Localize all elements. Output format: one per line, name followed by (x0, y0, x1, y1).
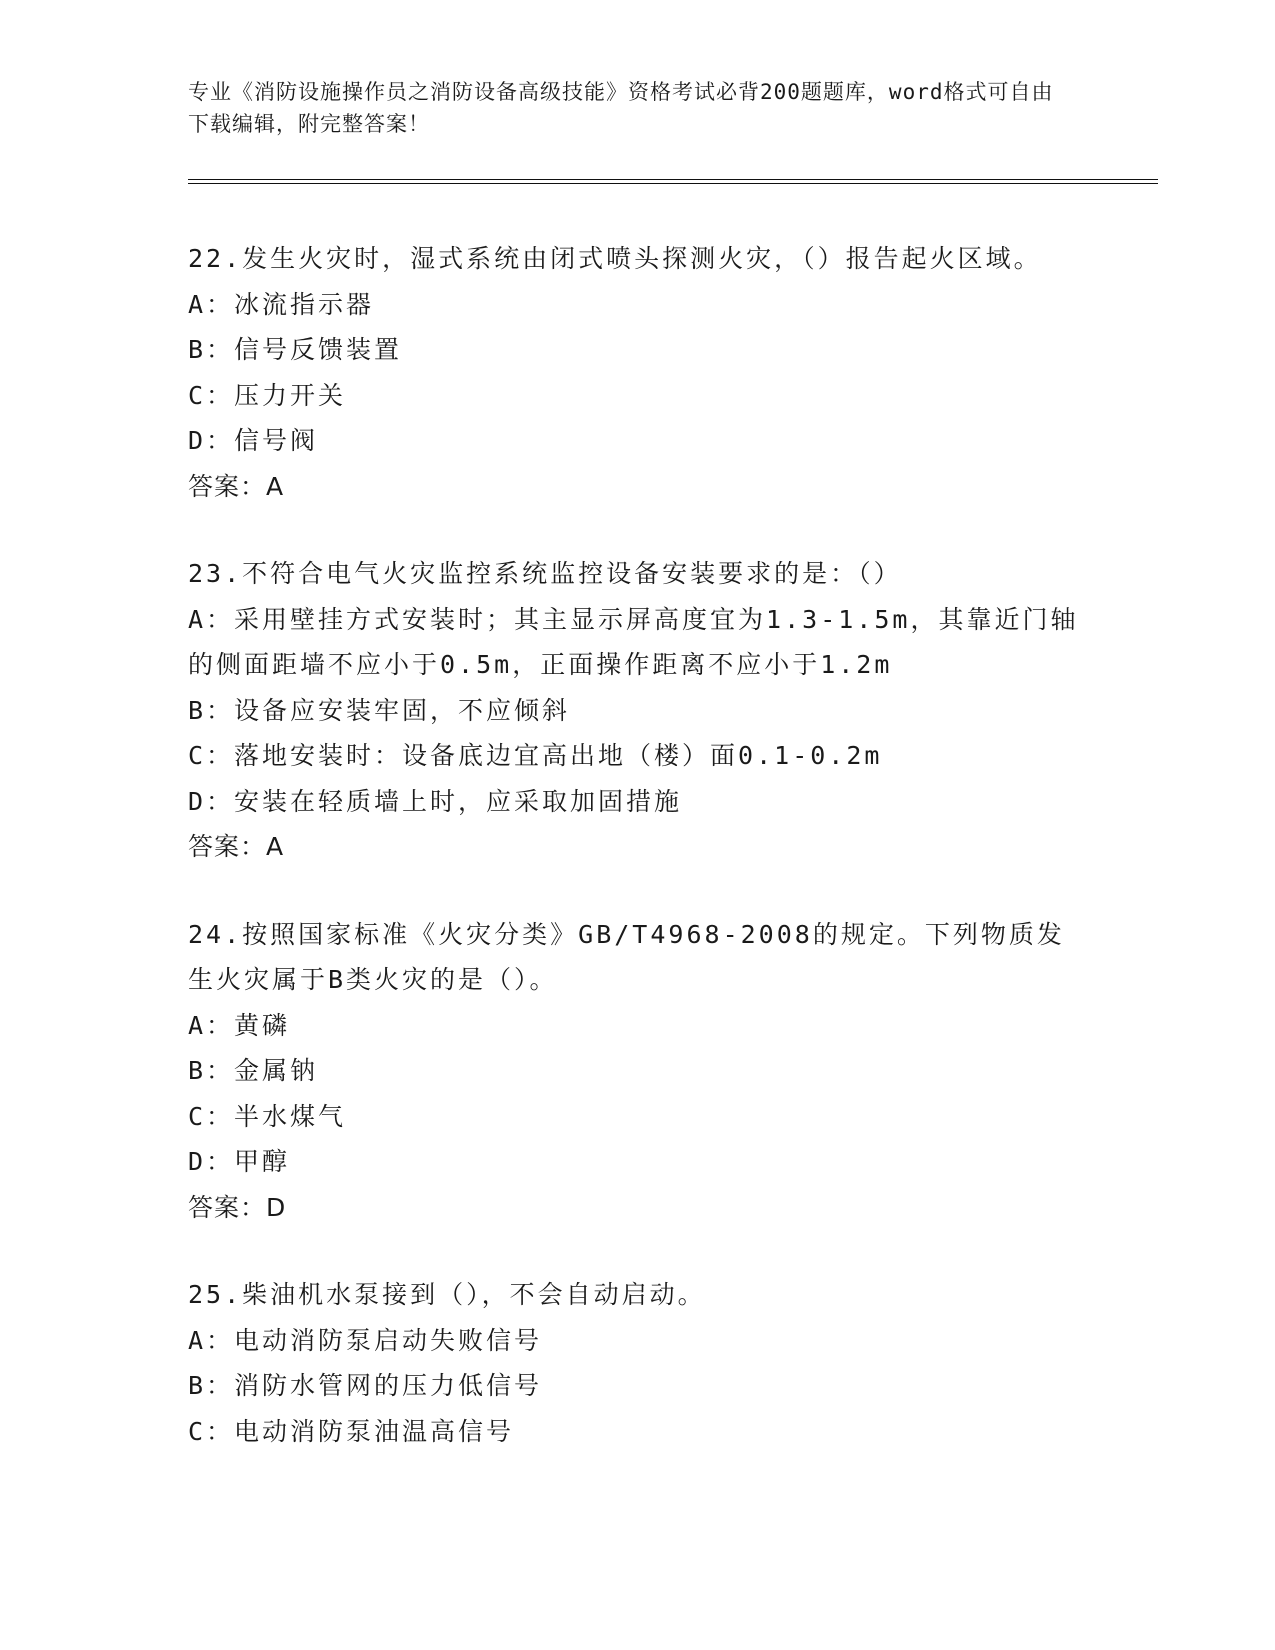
option-b: B：信号反馈装置 (188, 335, 403, 364)
document-header: 专业《消防设施操作员之消防设备高级技能》资格考试必背200题题库，word格式可自由下载编辑，附完整答案！ (188, 80, 1054, 136)
question-25 (188, 1272, 1088, 1454)
option-b: B：消防水管网的压力低信号 (188, 1371, 543, 1400)
option-b: B：设备应安装牢固，不应倾斜 (188, 695, 571, 725)
option-c: C：落地安装时：设备底边宜高出地（楼）面0.1-0.2m (188, 741, 883, 770)
option-a: A：黄磷 (188, 1010, 291, 1040)
option-d: D：甲醇 (188, 1147, 291, 1176)
option-a: A：冰流指示器 (188, 289, 375, 319)
option-a: A：电动消防泵启动失败信号 (188, 1325, 543, 1355)
question-list (188, 236, 1088, 1496)
option-c: C：电动消防泵油温高信号 (188, 1416, 515, 1446)
option-c: C：压力开关 (188, 380, 347, 410)
option-a: A：采用壁挂方式安装时；其主显示屏高度宜为1.3-1.5m，其靠近门轴的侧面距墙不应小于0.5m，正面操作距离不应小于1.2m (188, 604, 1079, 679)
header-divider-top (188, 179, 1158, 180)
question-24 (188, 912, 1088, 1231)
header-divider-bottom (188, 183, 1158, 184)
question-23 (188, 551, 1088, 870)
answer: 答案：D (188, 1192, 287, 1222)
option-d: D：安装在轻质墙上时，应采取加固措施 (188, 786, 683, 816)
question-stem: 22.发生火灾时，湿式系统由闭式喷头探测火灾，（）报告起火区域。 (188, 244, 1042, 273)
option-d: D：信号阀 (188, 426, 319, 455)
option-b: B：金属钠 (188, 1056, 319, 1085)
question-22 (188, 236, 1088, 509)
answer: 答案：A (188, 471, 285, 501)
question-stem: 23.不符合电气火灾监控系统监控设备安装要求的是：（） (188, 559, 902, 588)
question-stem: 25.柴油机水泵接到（），不会自动启动。 (188, 1280, 706, 1309)
answer: 答案：A (188, 832, 285, 861)
question-stem: 24.按照国家标准《火灾分类》GB/T4968-2008的规定。下列物质发生火灾属于B类火灾的是（）。 (188, 919, 1065, 994)
option-c: C：半水煤气 (188, 1101, 347, 1131)
